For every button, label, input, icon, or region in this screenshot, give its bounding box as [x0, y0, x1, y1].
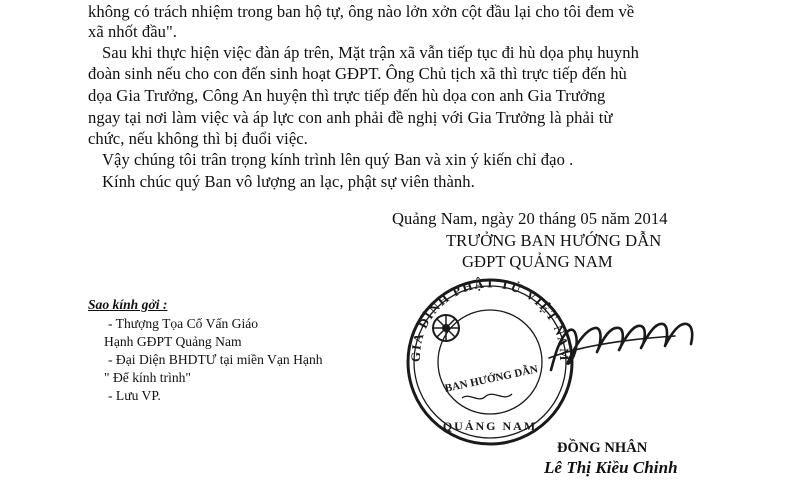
signer-title-2: GĐPT QUẢNG NAM — [462, 252, 613, 271]
letter-line-5: dọa Gia Trưởng, Công An huyện thì trực tiếp đến hù dọa con anh Gia Trưởng — [88, 86, 606, 105]
cc-row-4: " Để kính trình" — [104, 370, 191, 385]
seal-center-text: BAN HƯỚNG DẪN — [443, 363, 540, 395]
cc-row-2: Hạnh GĐPT Quảng Nam — [104, 334, 242, 349]
cc-row-1: - Thượng Tọa Cố Vấn Giáo — [108, 316, 259, 331]
signer-name: Lê Thị Kiều Chinh — [544, 458, 678, 477]
handwritten-signature — [545, 300, 705, 380]
signer-title-1: TRƯỞNG BAN HƯỚNG DẪN — [446, 231, 662, 250]
letter-line-7: chức, nếu không thì bị đuổi việc. — [88, 129, 308, 148]
letter-line-8: Vậy chúng tôi trân trọng kính trình lên quý Ban và xin ý kiến chỉ đạo . — [102, 150, 574, 169]
letter-line-3: Sau khi thực hiện việc đàn áp trên, Mặt trận xã vẫn tiếp tục đi hù dọa phụ huynh — [102, 43, 639, 62]
seal-bottom-text: QUẢNG NAM — [442, 419, 538, 433]
letter-line-4: đoàn sinh nếu cho con đến sinh hoạt GĐPT. Ông Chủ tịch xã thì trực tiếp đến hù — [88, 64, 627, 83]
cc-heading: Sao kính gởi : — [88, 297, 168, 312]
dharma-wheel-icon — [433, 315, 459, 341]
letter-line-6: ngay tại nơi làm việc và áp lực con anh phải đề nghị với Gia Trưởng là phải từ — [88, 108, 613, 127]
letter-line-1: không có trách nhiệm trong ban hộ tự, ông nào lởn xởn cột đầu lại cho tôi đem về — [88, 2, 635, 21]
co-sign-label: ĐỒNG NHÂN — [557, 440, 648, 456]
cc-row-5: - Lưu VP. — [108, 388, 161, 403]
letter-line-9: Kính chúc quý Ban vô lượng an lạc, phật sự viên thành. — [102, 172, 475, 191]
place-date: Quảng Nam, ngày 20 tháng 05 năm 2014 — [392, 209, 668, 228]
cc-row-3: - Đại Diện BHDTƯ tại miền Vạn Hạnh — [108, 352, 323, 367]
seal-top-arc-text: GIA ĐÌNH PHẬT TỬ VIỆT NAM — [407, 275, 573, 363]
letter-line-2: xã nhốt đầu". — [88, 22, 177, 41]
